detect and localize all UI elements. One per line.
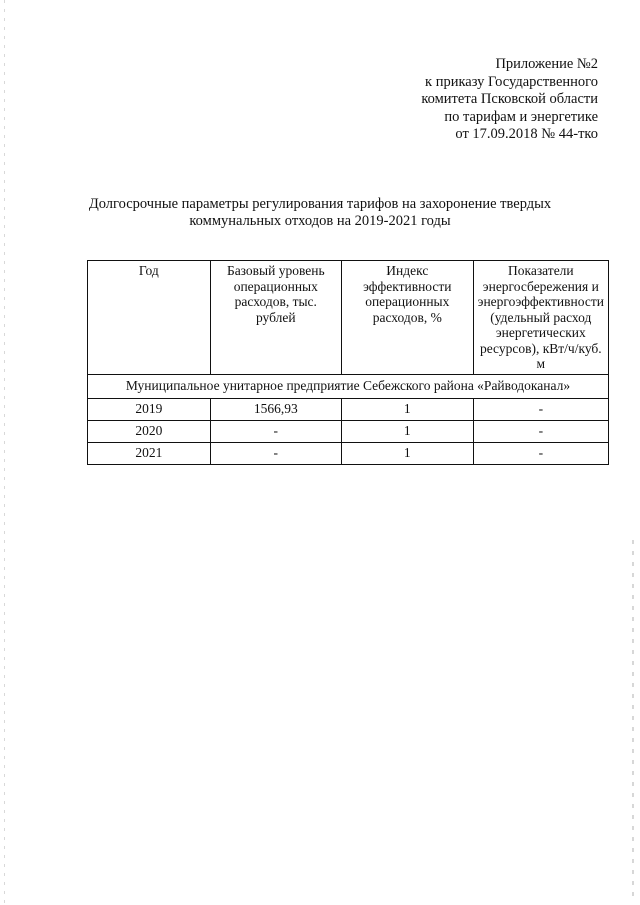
table-header-row [88,261,609,375]
document-title [0,196,640,229]
cell-base: - [210,442,341,464]
appendix-header [421,56,598,144]
cell-year: 2020 [88,420,211,442]
cell-energy: - [473,420,608,442]
cell-index: 1 [341,442,473,464]
organization-name: Муниципальное унитарное предприятие Себежского района «Райводоканал» [88,374,609,398]
order-reference: к приказу Государственного [425,73,598,90]
order-date-number: от 17.09.2018 № 44-тко [455,126,598,142]
table-row [88,398,609,420]
cell-index: 1 [341,420,473,442]
committee-scope: по тарифам и энергетике [444,108,598,125]
parameters-table [87,260,609,465]
cell-energy: - [473,442,608,464]
committee-name: комитета Псковской области [421,91,598,107]
scan-edge-left [4,0,5,905]
cell-energy: - [473,398,608,420]
table-row [88,442,609,464]
cell-base: 1566,93 [210,398,341,420]
cell-index: 1 [341,398,473,420]
header-energy-indicators: Показатели энергосбережения и энергоэффективности (удельный расход энергетических ресурсов), кВт/ч/куб. м [473,261,608,375]
cell-year: 2021 [88,442,211,464]
cell-base: - [210,420,341,442]
scan-edge-right [632,540,634,900]
title-line-1: Долгосрочные параметры регулирования тарифов на захоронение твердых [88,196,552,212]
header-year: Год [88,261,211,375]
cell-year: 2019 [88,398,211,420]
organization-row [88,374,609,398]
title-line-2: коммунальных отходов на 2019-2021 годы [189,212,451,229]
table-row [88,420,609,442]
header-base-level: Базовый уровень операционных расходов, тыс. рублей [210,261,341,375]
header-efficiency-index: Индекс эффективности операционных расходов, % [341,261,473,375]
appendix-number: Приложение №2 [495,56,598,72]
